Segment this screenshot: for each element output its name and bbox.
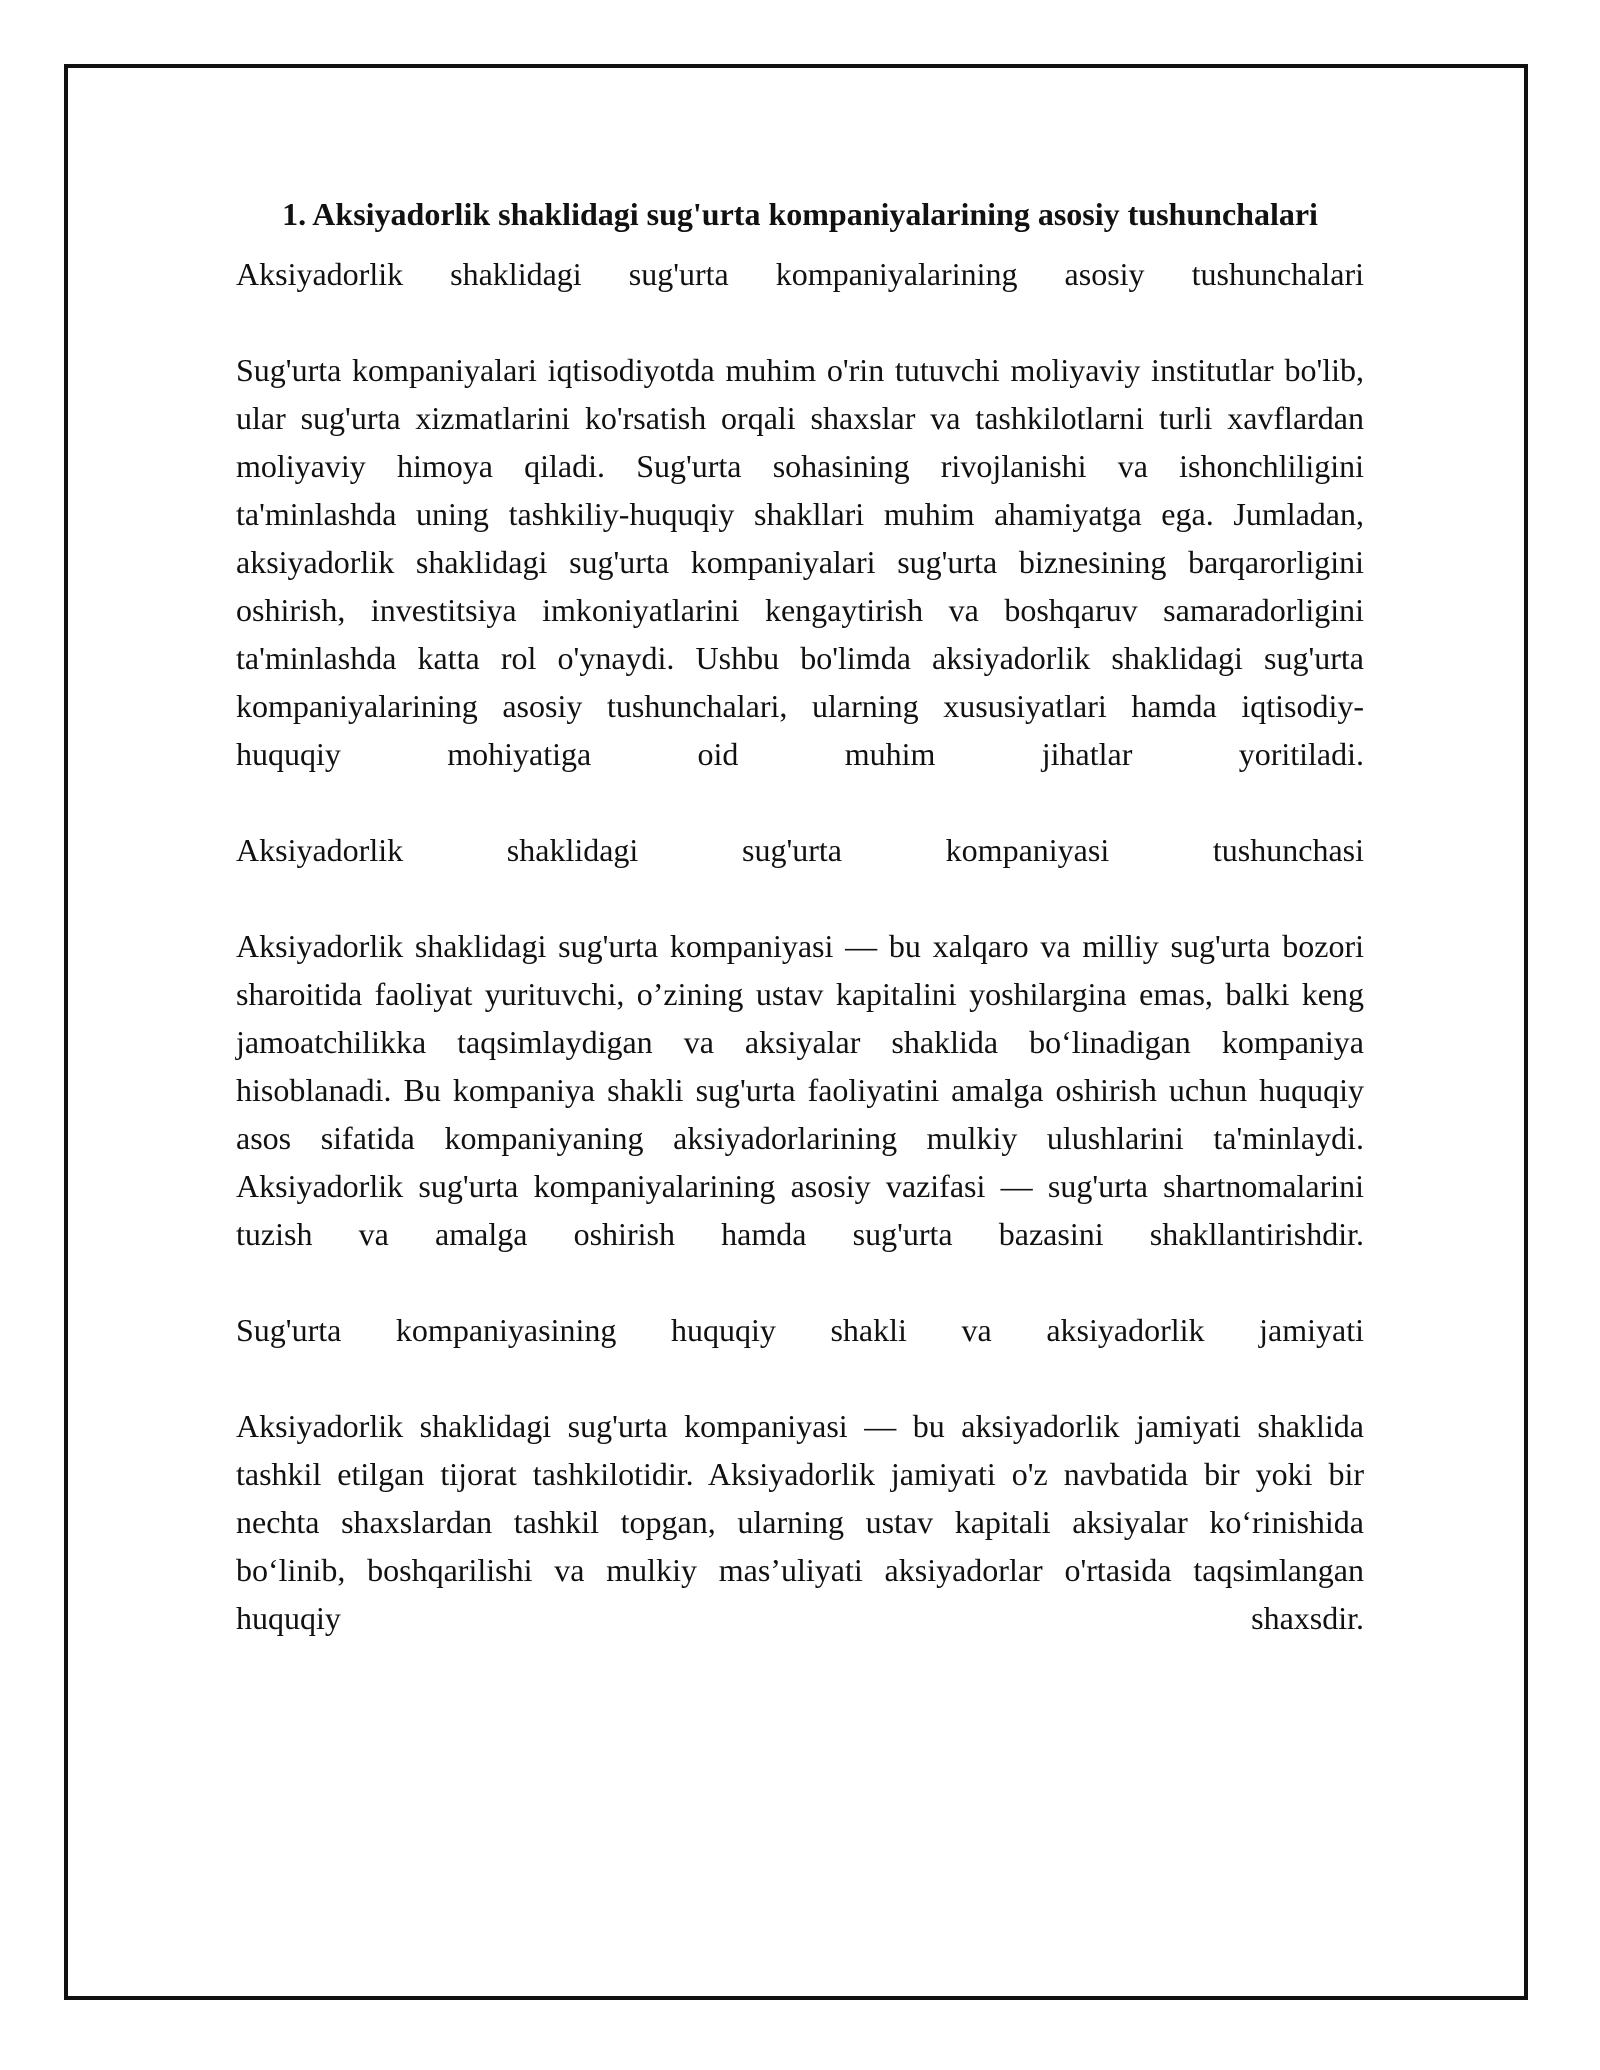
- document-body: [236, 190, 1364, 1690]
- paragraph-legal-form: Aksiyadorlik shaklidagi sug'urta kompaniyasi — bu aksiyadorlik jamiyati shaklida tashkil etilgan tijorat tashkilotidir. Aksiyadorlik jamiyati o'z navbatida bir yoki bir nechta shaxslardan tashkil topgan, ularning ustav kapitali aksiyalar ko‘rinishida bo‘linib, boshqarilishi va mulkiy mas’uliyati aksiyadorlar o'rtasida taqsimlangan huquqiy shaxsdir.: [236, 1408, 1364, 1636]
- paragraph-concept: Aksiyadorlik shaklidagi sug'urta kompaniyasi — bu xalqaro va milliy sug'urta bozori sharoitida faoliyat yurituvchi, o’zining ustav kapitalini yoshilargina emas, balki keng jamoatchilikka taqsimlaydigan va aksiyalar shaklida bo‘linadigan kompaniya hisoblanadi. Bu kompaniya shakli sug'urta faoliyatini amalga oshirish uchun huquqiy asos sifatida kompaniyaning aksiyadorlarining mulkiy ulushlarini ta'minlaydi. Aksiyadorlik sug'urta kompaniyalarining asosiy vazifasi — sug'urta shartnomalarini tuzish va amalga oshirish hamda sug'urta bazasini shakllantirishdir.: [236, 928, 1364, 1252]
- section-heading-concept: Aksiyadorlik shaklidagi sug'urta kompaniyasi tushunchasi: [236, 832, 1364, 868]
- section-heading-intro: Aksiyadorlik shaklidagi sug'urta kompaniyalarining asosiy tushunchalari: [236, 256, 1364, 292]
- section-heading-legal-form: Sug'urta kompaniyasining huquqiy shakli va aksiyadorlik jamiyati: [236, 1312, 1364, 1348]
- document-title: 1. Aksiyadorlik shaklidagi sug'urta kompaniyalarining asosiy tushunchalari: [282, 196, 1318, 232]
- paragraph-intro: Sug'urta kompaniyalari iqtisodiyotda muhim o'rin tutuvchi moliyaviy institutlar bo'lib, ular sug'urta xizmatlarini ko'rsatish orqali shaxslar va tashkilotlarni turli xavflardan moliyaviy himoya qiladi. Sug'urta sohasining rivojlanishi va ishonchliligini ta'minlashda uning tashkiliy-huquqiy shakllari muhim ahamiyatga ega. Jumladan, aksiyadorlik shaklidagi sug'urta kompaniyalari sug'urta biznesining barqarorligini oshirish, investitsiya imkoniyatlarini kengaytirish va boshqaruv samaradorligini ta'minlashda katta rol o'ynaydi. Ushbu bo'limda aksiyadorlik shaklidagi sug'urta kompaniyalarining asosiy tushunchalari, ularning xususiyatlari hamda iqtisodiy-huquqiy mohiyatiga oid muhim jihatlar yoritiladi.: [236, 352, 1364, 772]
